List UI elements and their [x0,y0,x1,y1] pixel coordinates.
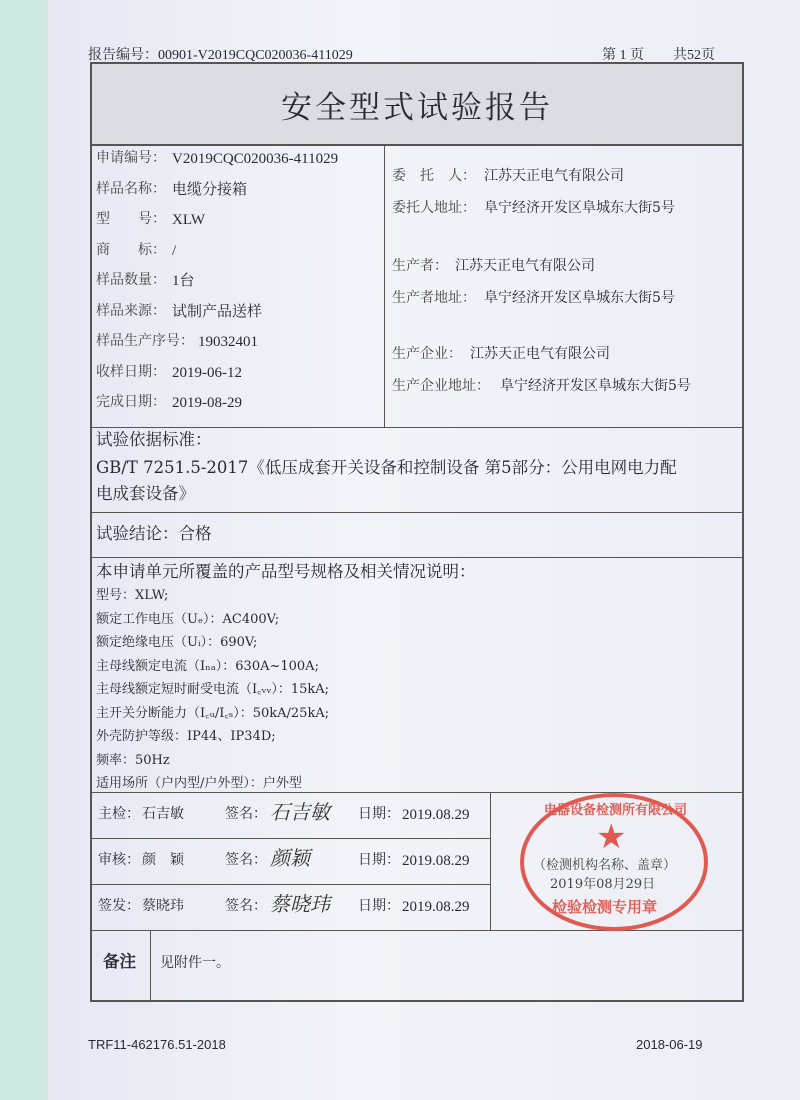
handwritten-signature: 蔡晓玮 [270,892,330,916]
signature-label: 签名： [225,852,267,868]
scope-heading: 本申请单元所覆盖的产品型号规格及相关情况说明： [96,562,476,581]
signer-name: 颜 颖 [142,852,184,868]
field-label: 商 标： [96,241,166,258]
signer-name: 蔡晓玮 [142,898,184,914]
scope-line: 主母线额定电流（Iₙₐ）：630A~100A; [96,658,319,674]
signer-name: 石吉敏 [142,806,184,822]
standard-line-1: GB/T 7251.5-2017《低压成套开关设备和控制设备 第5部分：公用电网电力配 [96,458,677,477]
divider [150,930,151,1000]
handwritten-signature: 石吉敏 [270,800,330,824]
divider [92,884,490,885]
conclusion-label: 试验结论： [96,524,179,543]
remarks-value: 见附件一。 [160,955,230,971]
field-label: 完成日期： [96,394,166,410]
sign-date: 2019.08.29 [402,853,470,869]
field-label: 委托人地址： [392,200,476,216]
field-value: 江苏天正电气有限公司 [470,346,610,362]
scope-line: 型号：XLW; [96,588,169,603]
sign-date: 2019.08.29 [402,807,470,823]
field-value: 阜宁经济开发区阜城东大街5号 [500,378,691,394]
footer-code: TRF11-462176.51-2018 [88,1037,226,1052]
divider [92,792,742,793]
field-label: 收样日期： [96,363,166,380]
field-label: 生产企业： [392,346,462,362]
page-total: 共52页 [673,48,715,63]
handwritten-signature: 颜颖 [270,846,310,870]
report-number-label: 报告编号： [88,48,158,63]
scope-line: 适用场所（户内型/户外型）：户外型 [96,776,302,791]
scope-line: 主母线额定短时耐受电流（I꜀ᵥᵥ）：15kA; [96,682,330,697]
signer-role: 审核： [98,852,140,868]
signature-label: 签名： [225,806,267,822]
field-value: 2019-08-29 [172,395,242,411]
footer-date: 2018-06-19 [636,1037,703,1052]
conclusion [96,524,212,544]
scope-line: 频率：50Hz [96,752,170,768]
divider [92,930,742,931]
report-number-value: 00901-V2019CQC020036-411029 [158,48,353,63]
conclusion-value: 合格 [178,524,212,543]
divider [384,144,385,427]
scope-line: 主开关分断能力（I꜀ᵤ/I꜀ₛ）：50kA/25kA; [96,705,330,721]
remarks-label: 备注 [103,952,136,971]
field-label: 申请编号： [96,150,166,166]
field-value: / [172,242,177,259]
star-icon: ★ [596,817,627,857]
field-label: 样品数量： [96,272,166,288]
field-value: 1台 [172,273,195,289]
report-title: 安全型式试验报告 [92,64,742,144]
field-label: 生产者地址： [392,290,476,306]
stamp-date: 2019年08月29日 [550,877,656,892]
report-number [88,44,353,64]
field-label: 委 托 人： [392,168,476,184]
standard-label: 试验依据标准： [96,430,212,449]
field-label: 样品来源： [96,302,166,319]
field-value: 阜宁经济开发区阜城东大街5号 [484,200,675,216]
divider [92,838,490,839]
stamp-caption: （检测机构名称、盖章） [533,858,677,873]
field-value: 阜宁经济开发区阜城东大街5号 [484,290,675,306]
date-label: 日期： [358,898,400,914]
date-label: 日期： [358,806,400,822]
divider [92,557,742,558]
field-label: 型 号： [96,211,166,227]
date-label: 日期： [358,852,400,868]
sign-date: 2019.08.29 [402,899,470,915]
standard-line-2: 电成套设备》 [96,484,195,503]
signer-role: 主检： [98,806,140,822]
field-value: XLW [172,212,206,228]
seal-bottom-text: 检验检测专用章 [552,898,658,916]
divider [92,144,742,146]
divider [92,427,742,428]
field-value: 19032401 [198,334,258,350]
field-value: 江苏天正电气有限公司 [484,168,624,184]
seal-top-text: 电器设备检测所有限公司 [544,803,688,818]
divider [490,792,491,930]
field-label: 样品生产序号： [96,333,194,349]
scope-line: 额定工作电压（Uₑ）：AC400V; [96,611,280,627]
scan-edge [0,0,48,1100]
field-label: 样品名称： [96,180,166,197]
field-value: 江苏天正电气有限公司 [455,258,595,274]
field-label: 生产者： [392,258,448,274]
field-value: 2019-06-12 [172,364,242,381]
signature-label: 签名： [225,898,267,914]
field-value: 试制产品送样 [172,303,263,320]
field-value: V2019CQC020036-411029 [172,151,339,167]
page-number: 第 1 页 [602,48,644,63]
divider [92,512,742,513]
signer-role: 签发： [98,898,140,914]
scope-line: 额定绝缘电压（Uᵢ）：690V; [96,635,258,650]
field-value: 电缆分接箱 [172,181,248,198]
scope-line: 外壳防护等级：IP44、IP34D; [96,729,276,744]
field-label: 生产企业地址： [392,378,490,394]
